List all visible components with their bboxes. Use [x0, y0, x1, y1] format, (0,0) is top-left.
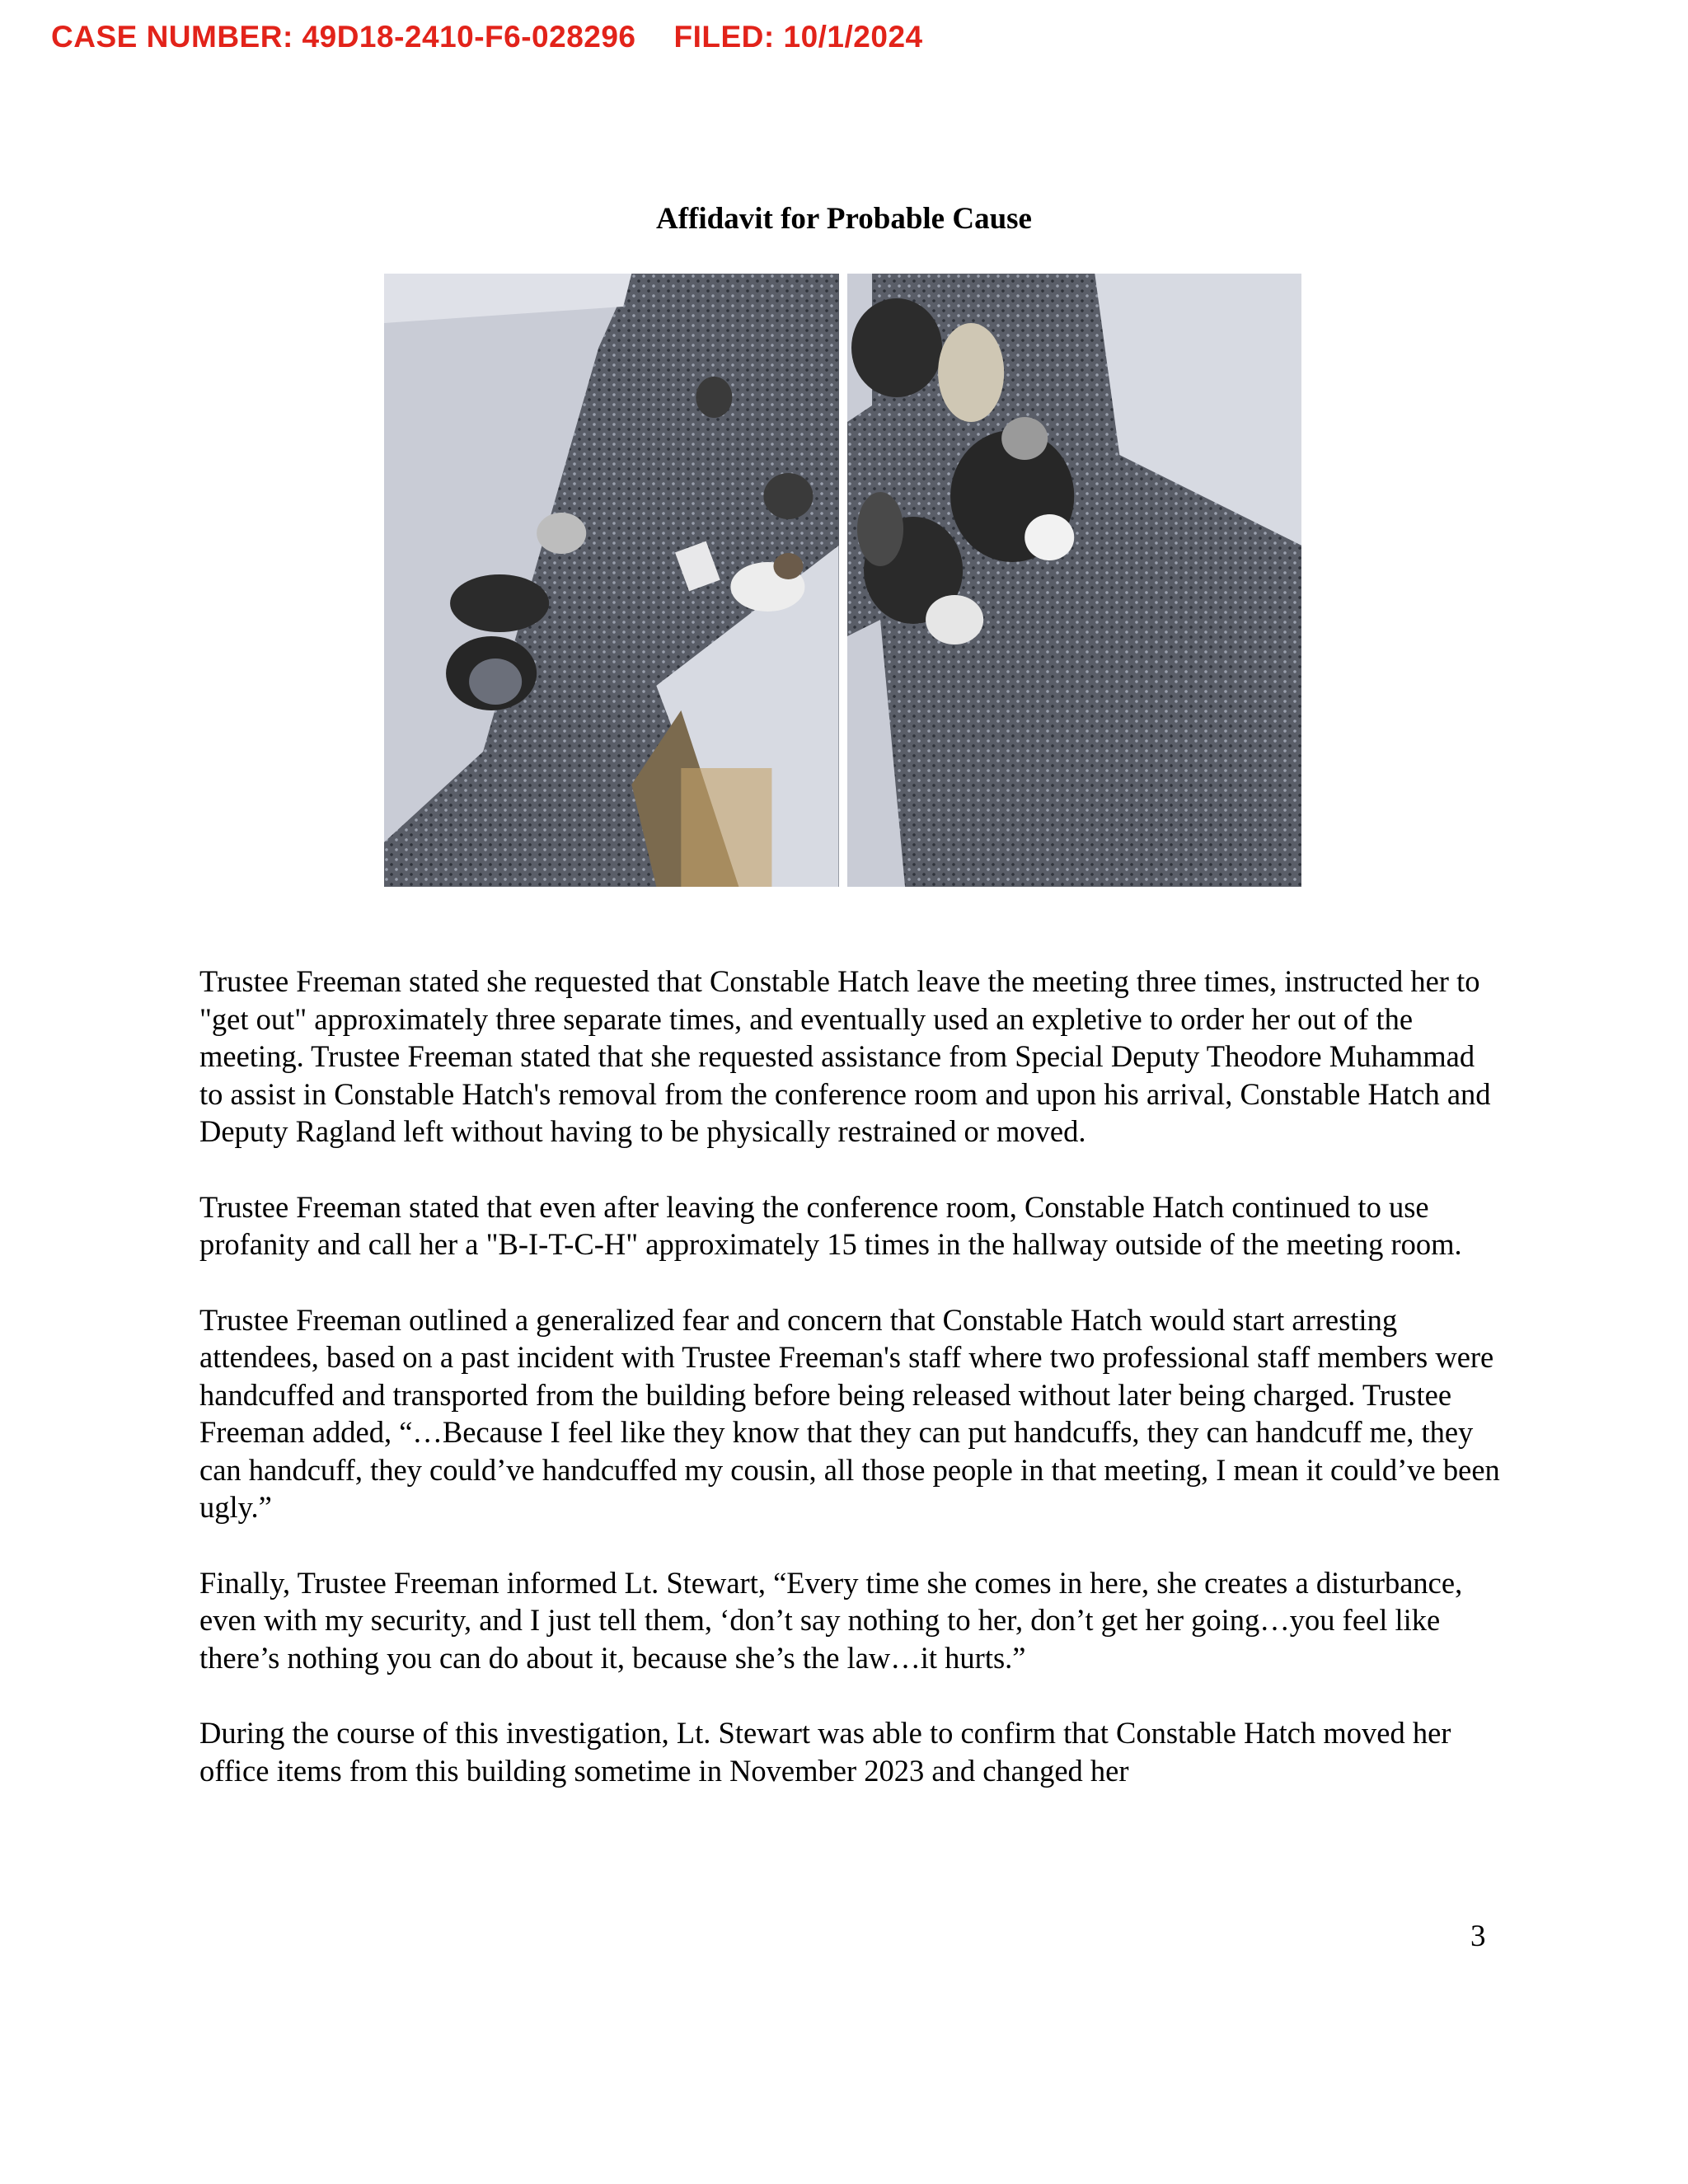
surveillance-photo-left: [384, 274, 839, 887]
paragraph: During the course of this investigation, Lt. Stewart was able to confirm that Constable Hatch moved her office items from this building sometime in November 2023 and changed her: [199, 1716, 1451, 1788]
paragraph: Trustee Freeman stated that even after leaving the conference room, Constable Hatch continued to use profanity and call her a "B-I-T-C-H" approximately 15 times in the hallway outside of the meeting room.: [199, 1189, 1462, 1261]
surveillance-photo-right: [847, 274, 1302, 887]
document-body: [199, 963, 1502, 1827]
page-number: 3: [1470, 1919, 1486, 1953]
filed-date: FILED: 10/1/2024: [673, 20, 923, 54]
surveillance-photos: [384, 274, 1301, 887]
paragraph: Trustee Freeman outlined a generalized fear and concern that Constable Hatch would start arresting attendees, based on a past incident with Trustee Freeman's staff where two professional staff members were handcuffed and transported from the building before being released without later being charged. Trustee Freeman added, “…Because I feel like they know that they can put handcuffs, they can handcuff me, they can handcuff, they could’ve handcuffed my cousin, all those people in that meeting, I mean it could’ve been ugly.”: [199, 1302, 1500, 1524]
document-title: Affidavit for Probable Cause: [656, 202, 1032, 236]
filing-stamp: [51, 20, 923, 54]
photo-right-scene: [847, 274, 1302, 887]
case-number: CASE NUMBER: 49D18-2410-F6-028296: [51, 20, 636, 54]
photo-left-scene: [384, 274, 839, 887]
paragraph: Trustee Freeman stated she requested that Constable Hatch leave the meeting three times, instructed her to "get out" approximately three separate times, and eventually used an expletive to order her out of the meeting. Trustee Freeman stated that she requested assistance from Special Deputy Theodore Muhammad to assist in Constable Hatch's removal from the conference room and upon his arrival, Constable Hatch and Deputy Ragland left without having to be physically restrained or moved.: [199, 964, 1491, 1148]
paragraph: Finally, Trustee Freeman informed Lt. Stewart, “Every time she comes in here, she creates a disturbance, even with my security, and I just tell them, ‘don’t say nothing to her, don’t get her going…you feel like there’s nothing you can do about it, because she’s the law…it hurts.”: [199, 1565, 1463, 1675]
